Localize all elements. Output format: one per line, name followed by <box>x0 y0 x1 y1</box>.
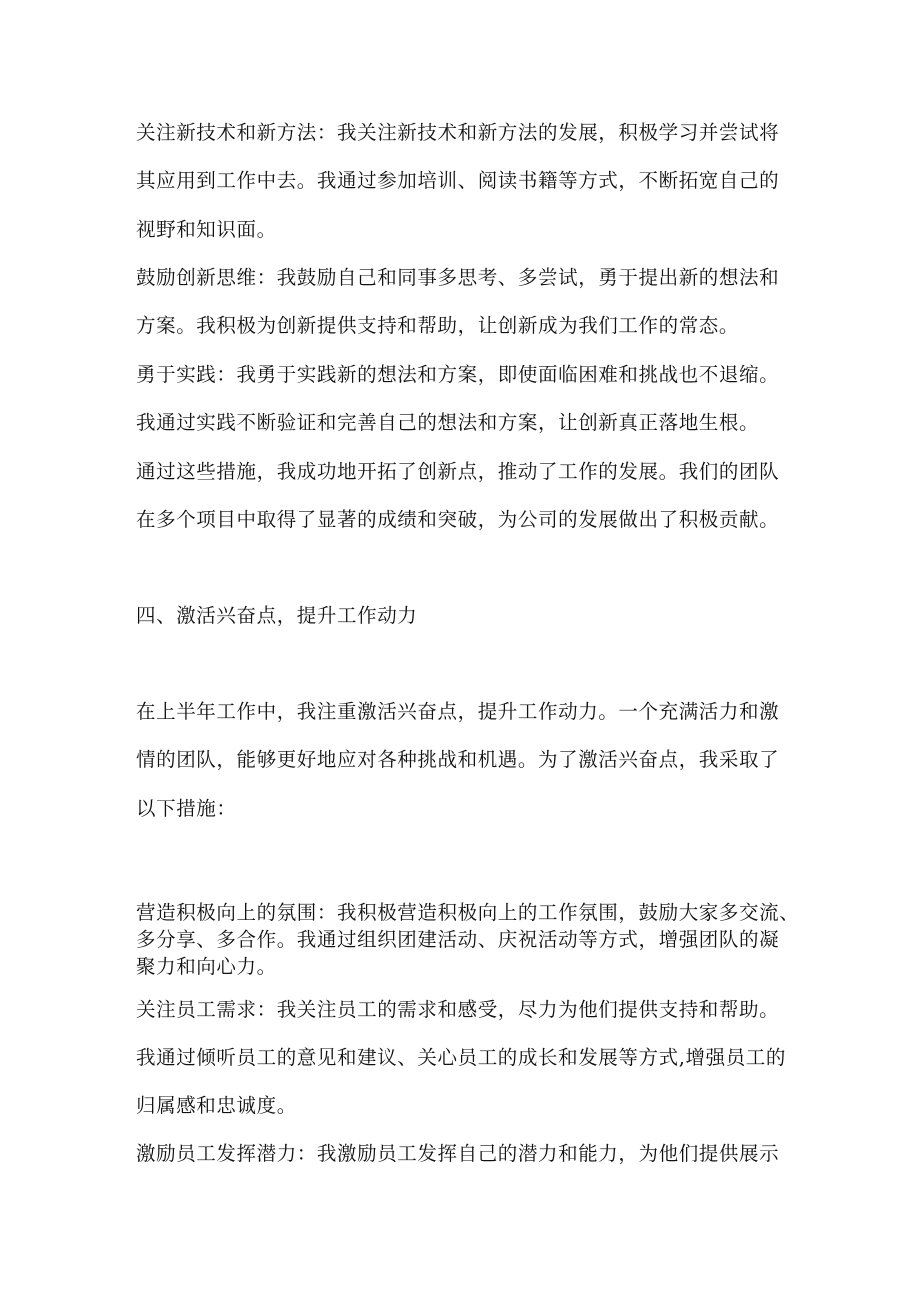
section-heading: 四、激活兴奋点，提升工作动力 <box>136 604 418 627</box>
paragraph-line: 我通过实践不断验证和完善自己的想法和方案，让创新真正落地生根。 <box>136 411 760 434</box>
paragraph-line: 关注新技术和新方法：我关注新技术和新方法的发展，积极学习并尝试将 <box>136 121 780 144</box>
paragraph-line: 营造积极向上的氛围：我积极营造积极向上的工作氛围，鼓励大家多交流、 <box>136 901 800 924</box>
paragraph-line: 在多个项目中取得了显著的成绩和突破，为公司的发展做出了积极贡献。 <box>136 508 780 531</box>
paragraph-line: 在上半年工作中，我注重激活兴奋点，提升工作动力。一个充满活力和激 <box>136 700 780 723</box>
paragraph-line: 其应用到工作中去。我通过参加培训、阅读书籍等方式，不断拓宽自己的 <box>136 169 780 192</box>
paragraph-line: 视野和知识面。 <box>136 218 277 241</box>
paragraph-line: 情的团队，能够更好地应对各种挑战和机遇。为了激活兴奋点，我采取了 <box>136 748 780 771</box>
paragraph-line: 通过这些措施，我成功地开拓了创新点，推动了工作的发展。我们的团队 <box>136 460 780 483</box>
paragraph-line: 方案。我积极为创新提供支持和帮助，让创新成为我们工作的常态。 <box>136 314 740 337</box>
paragraph-line: 鼓励创新思维：我鼓励自己和同事多思考、多尝试，勇于提出新的想法和 <box>136 266 780 289</box>
paragraph-line: 激励员工发挥潜力：我激励员工发挥自己的潜力和能力，为他们提供展示 <box>136 1142 780 1165</box>
paragraph-line: 多分享、多合作。我通过组织团建活动、庆祝活动等方式，增强团队的凝 <box>136 928 780 951</box>
paragraph-line: 勇于实践：我勇于实践新的想法和方案，即使面临困难和挑战也不退缩。 <box>136 363 780 386</box>
paragraph-line: 归属感和忠诚度。 <box>136 1094 297 1117</box>
paragraph-line: 以下措施： <box>136 797 237 820</box>
paragraph-line: 关注员工需求：我关注员工的需求和感受，尽力为他们提供支持和帮助。 <box>136 998 780 1021</box>
paragraph-line: 聚力和向心力。 <box>136 955 277 978</box>
paragraph-line: 我通过倾听员工的意见和建议、关心员工的成长和发展等方式,增强员工的 <box>136 1046 786 1069</box>
